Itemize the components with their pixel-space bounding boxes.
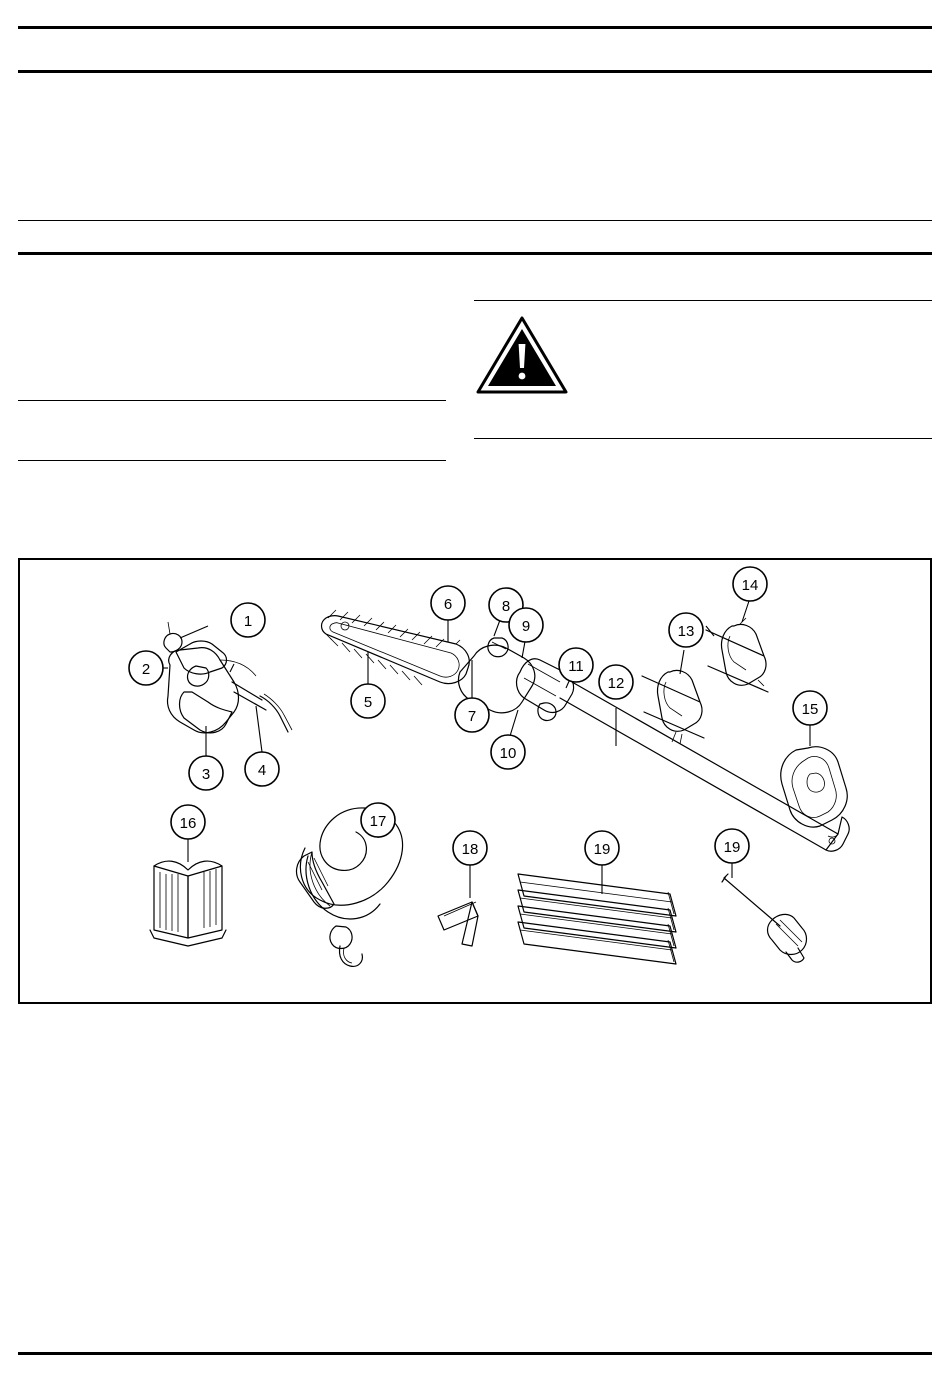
trigger-handle-assembly-drawing — [152, 622, 292, 756]
callout-10 — [491, 735, 525, 769]
callout-1 — [231, 603, 265, 637]
callout-label-11: 11 — [568, 658, 584, 675]
guide-bar-and-chain-drawing — [322, 610, 473, 698]
hex-wrench-drawing — [438, 864, 478, 946]
callout-label-1: 1 — [243, 613, 253, 630]
callout-label-13: 13 — [677, 623, 695, 640]
spark-plug-wrench-drawing — [722, 862, 807, 962]
clamp-brackets-drawing — [642, 598, 768, 744]
callout-label-2: 2 — [141, 661, 151, 678]
callout-14 — [733, 567, 767, 601]
callout-3 — [189, 756, 223, 790]
gear-head-drawing — [458, 620, 849, 851]
callout-18 — [453, 831, 487, 865]
callout-label-5: 5 — [363, 694, 373, 711]
callout-label-17: 17 — [369, 813, 387, 830]
callout-bubbles — [129, 567, 827, 865]
callout-15 — [793, 691, 827, 725]
scabbard-drawing — [781, 724, 847, 827]
callout-6 — [431, 586, 465, 620]
callout-label-10: 10 — [499, 745, 517, 762]
callout-label-9: 9 — [521, 618, 531, 635]
callout-19 — [585, 831, 619, 865]
rule-top — [18, 26, 932, 29]
callout-label-8: 8 — [501, 598, 511, 615]
callout-label-15: 15 — [801, 701, 819, 718]
callout-2 — [129, 651, 163, 685]
callout-11 — [559, 648, 593, 682]
callout-5 — [351, 684, 385, 718]
callout-4 — [245, 752, 279, 786]
callout-20 — [715, 829, 749, 863]
callout-label-19: 19 — [593, 841, 611, 858]
callout-label-12: 12 — [607, 675, 625, 692]
callout-label-20: 19 — [723, 839, 741, 856]
operator-manual-drawing — [150, 838, 226, 946]
rule-bottom — [18, 1352, 932, 1355]
rule-left-lower — [18, 460, 446, 461]
rule-left-upper — [18, 400, 446, 401]
callout-9 — [509, 608, 543, 642]
callout-label-16: 16 — [179, 815, 197, 832]
callout-16 — [171, 805, 205, 839]
rule-right-upper — [474, 300, 932, 301]
callout-label-3: 3 — [201, 766, 211, 783]
callout-label-4: 4 — [257, 762, 267, 779]
callout-17 — [361, 803, 395, 837]
callout-7 — [455, 698, 489, 732]
file-set-drawing — [518, 864, 676, 964]
callout-label-18: 18 — [461, 841, 479, 858]
warning-triangle-icon — [474, 312, 570, 396]
rule-section-bottom — [18, 252, 932, 255]
callout-label-7: 7 — [467, 708, 477, 725]
parts-figure — [18, 558, 932, 1004]
rule-section-top — [18, 220, 932, 221]
callout-label-14: 14 — [741, 577, 759, 594]
callout-label-6: 6 — [443, 596, 453, 613]
rule-right-lower — [474, 438, 932, 439]
callout-13 — [669, 613, 703, 647]
callout-12 — [599, 665, 633, 699]
rule-header-bottom — [18, 70, 932, 73]
